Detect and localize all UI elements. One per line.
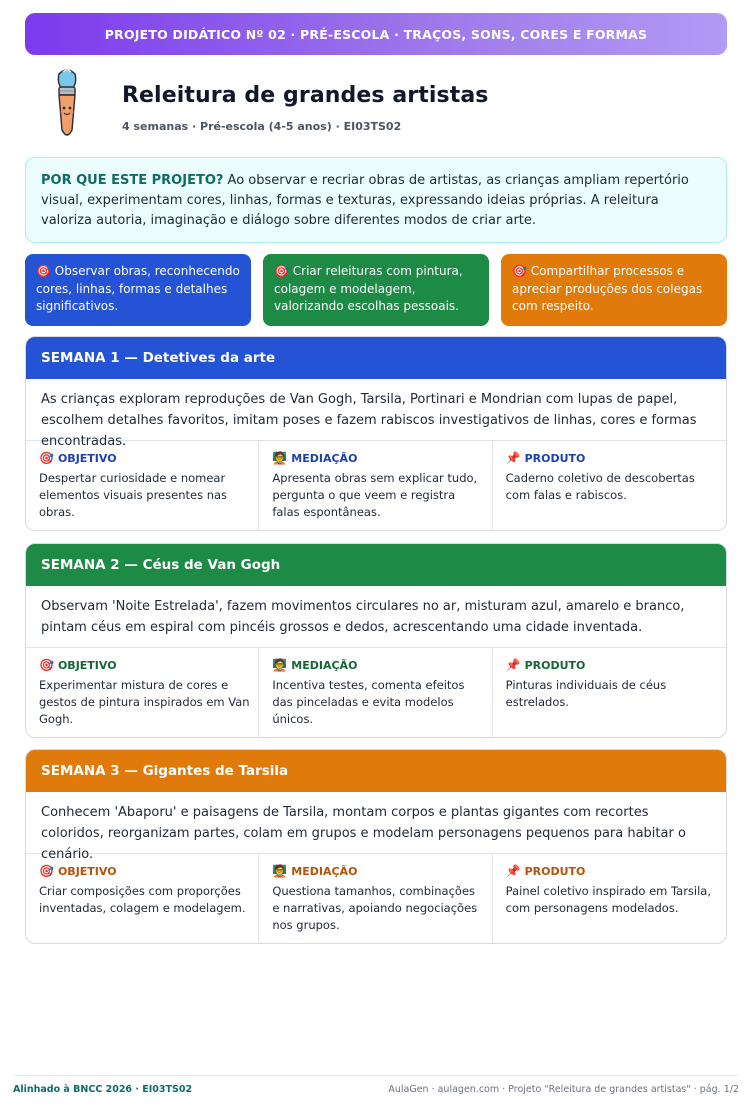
goal-text: Criar releituras com pintura, colagem e modelagem, valorizando escolhas pessoais. [274, 264, 463, 313]
produto-text: Caderno coletivo de descobertas com falas e rabiscos. [505, 471, 695, 502]
page-subtitle: 4 semanas · Pré-escola (4-5 anos) · EI03TS02 [122, 120, 402, 133]
week-description: As crianças exploram reproduções de Van Gogh, Tarsila, Portinari e Mondrian com lupas de papel, escolhem detalhes favoritos, imitam poses e fazem rabiscos investigativos de linhas, cores e formas encontradas. [26, 379, 726, 441]
why-label: POR QUE ESTE PROJETO? [41, 173, 224, 188]
teacher-icon: 🧑‍🏫 [272, 864, 288, 878]
mediacao-text: Apresenta obras sem explicar tudo, pergunta o que veem e registra falas espontâneas. [272, 471, 478, 519]
target-icon: 🎯 [39, 451, 54, 465]
objetivo-text: Experimentar mistura de cores e gestos de pintura inspirados em Van Gogh. [39, 678, 250, 726]
produto-text: Pinturas individuais de céus estrelados. [505, 678, 667, 709]
pushpin-icon: 📌 [505, 658, 521, 672]
paintbrush-icon [47, 68, 87, 142]
footer [13, 1075, 739, 1103]
project-banner [25, 13, 727, 55]
target-icon: 🎯 [512, 264, 527, 278]
objetivo-label: OBJETIVO [57, 658, 117, 672]
objetivo-text: Criar composições com proporções inventadas, colagem e modelagem. [39, 884, 246, 915]
goal-card-observe [25, 254, 251, 326]
target-icon: 🎯 [39, 864, 54, 878]
teacher-icon: 🧑‍🏫 [272, 451, 288, 465]
goal-text: Observar obras, reconhecendo cores, linhas, formas e detalhes significativos. [36, 264, 240, 313]
banner-text: PROJETO DIDÁTICO Nº 02 · PRÉ-ESCOLA · TRAÇOS, SONS, CORES E FORMAS [104, 26, 648, 42]
produto-text: Painel coletivo inspirado em Tarsila, com personagens modelados. [505, 884, 712, 915]
mediacao-column [259, 441, 492, 530]
produto-column [493, 854, 726, 943]
footer-credits: AulaGen · aulagen.com · Projeto "Releitura de grandes artistas" · pág. 1/2 [388, 1084, 739, 1095]
why-box [25, 157, 727, 243]
target-icon: 🎯 [39, 658, 54, 672]
header [25, 66, 727, 146]
week-title: SEMANA 2 — Céus de Van Gogh [26, 544, 726, 586]
objetivo-label: OBJETIVO [57, 864, 117, 878]
week-description: Conhecem 'Abaporu' e paisagens de Tarsila, montam corpos e plantas gigantes com recortes coloridos, reorganizam partes, colam em grupos e modelam personagens pequenos para habitar o cenário. [26, 792, 726, 854]
mediacao-label: MEDIAÇÃO [291, 658, 358, 672]
footer-bncc: Alinhado à BNCC 2026 · EI03TS02 [13, 1084, 193, 1095]
mediacao-text: Questiona tamanhos, combinações e narrativas, apoiando negociações nos grupos. [272, 884, 478, 932]
target-icon: 🎯 [274, 264, 289, 278]
week-1-card [25, 336, 727, 531]
mediacao-column [259, 854, 492, 943]
target-icon: 🎯 [36, 264, 51, 278]
week-3-card [25, 749, 727, 944]
objetivo-column [26, 854, 259, 943]
week-description: Observam 'Noite Estrelada', fazem movimentos circulares no ar, misturam azul, amarelo e branco, pintam céus em espiral com pincéis grossos e dedos, acrescentando uma cidade inventada. [26, 586, 726, 648]
objetivo-column [26, 441, 259, 530]
week-title: SEMANA 1 — Detetives da arte [26, 337, 726, 379]
goal-text: Compartilhar processos e apreciar produções dos colegas com respeito. [512, 264, 703, 313]
mediacao-column [259, 648, 492, 737]
mediacao-label: MEDIAÇÃO [291, 864, 358, 878]
objetivo-text: Despertar curiosidade e nomear elementos visuais presentes nas obras. [39, 471, 228, 519]
pushpin-icon: 📌 [505, 864, 521, 878]
page-title: Releitura de grandes artistas [122, 83, 489, 108]
goals-row [25, 254, 727, 326]
produto-column [493, 648, 726, 737]
mediacao-label: MEDIAÇÃO [291, 451, 358, 465]
produto-label: PRODUTO [524, 451, 586, 465]
produto-label: PRODUTO [524, 864, 586, 878]
produto-label: PRODUTO [524, 658, 586, 672]
goal-card-share [501, 254, 727, 326]
pushpin-icon: 📌 [505, 451, 521, 465]
why-text: Ao observar e recriar obras de artistas, as crianças ampliam repertório visual, experimentam cores, linhas, formas e texturas, expressando ideias próprias. A releitura valoriza autoria, imaginação e diálogo sobre diferentes modos de criar arte. [41, 173, 689, 228]
objetivo-label: OBJETIVO [57, 451, 117, 465]
goal-card-create [263, 254, 489, 326]
objetivo-column [26, 648, 259, 737]
mediacao-text: Incentiva testes, comenta efeitos das pinceladas e evita modelos únicos. [272, 678, 465, 726]
week-2-card [25, 543, 727, 738]
produto-column [493, 441, 726, 530]
teacher-icon: 🧑‍🏫 [272, 658, 288, 672]
week-title: SEMANA 3 — Gigantes de Tarsila [26, 750, 726, 792]
